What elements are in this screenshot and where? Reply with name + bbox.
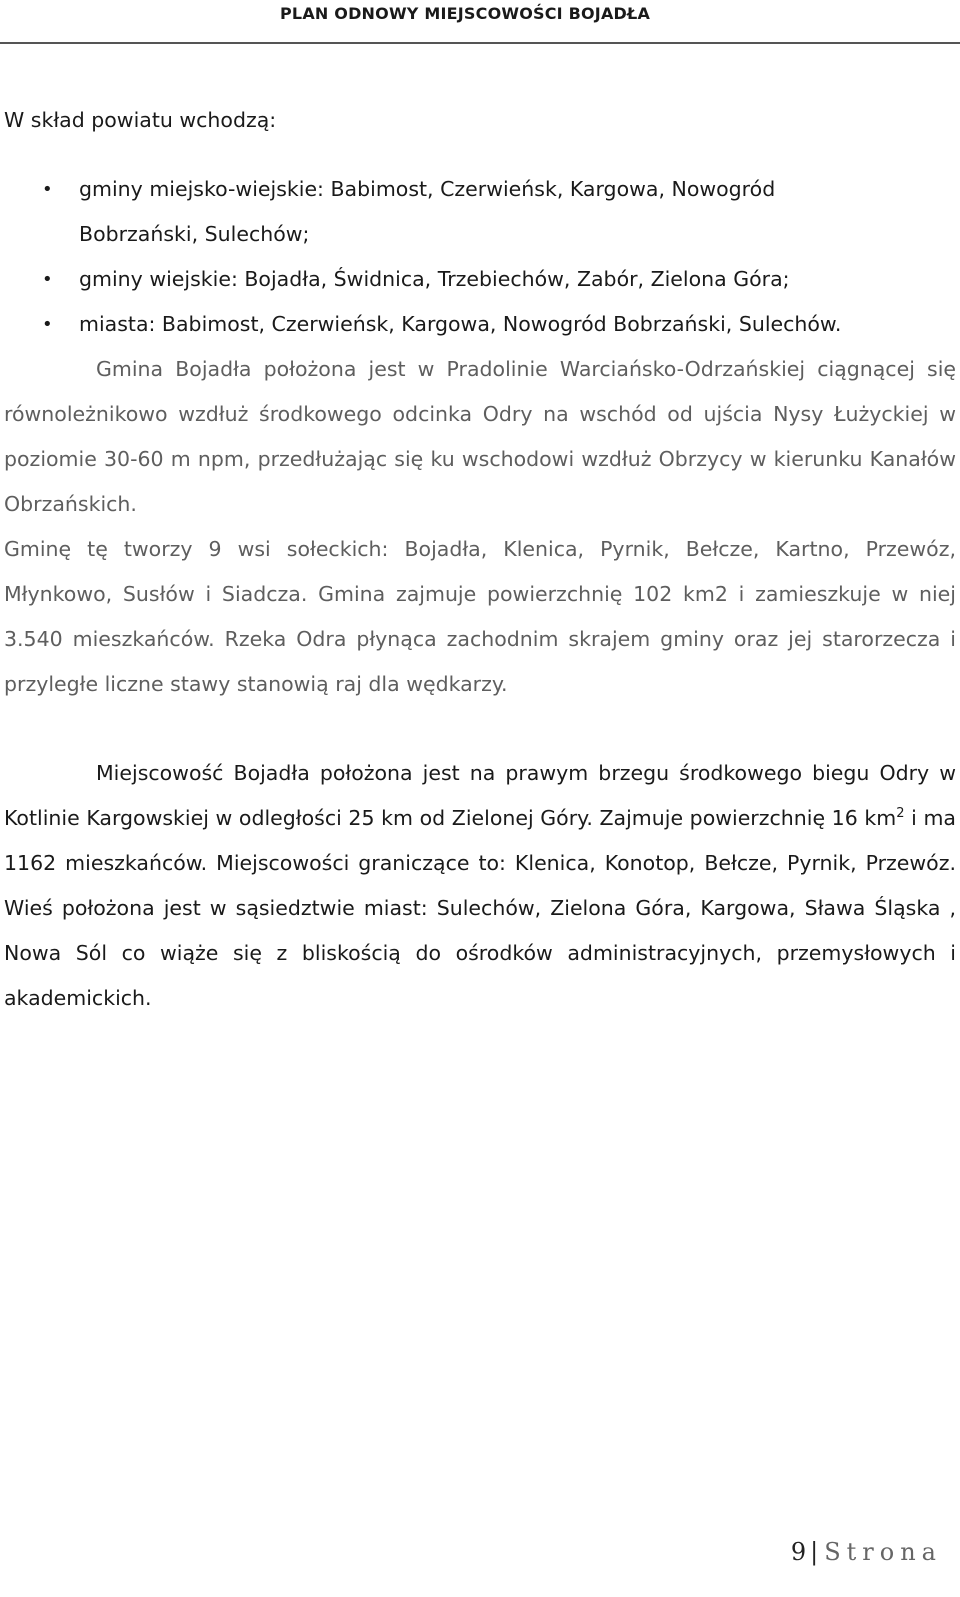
list-item-text: miasta: Babimost, Czerwieńsk, Kargowa, Nowogród Bobrzański, Sulechów. — [79, 312, 842, 336]
list-item — [4, 167, 956, 257]
paragraph-villages: Gminę tę tworzy 9 wsi sołeckich: Bojadła, Klenica, Pyrnik, Bełcze, Kartno, Przewóz, Młynkowo, Susłów i Siadcza. Gmina zajmuje powierzchnię 102 km2 i zamieszkuje w niej 3.540 mieszkańców. Rzeka Odra płynąca zachodnim skrajem gminy oraz jej starorzecza i przyległe liczne stawy stanowią raj dla wędkarzy. — [4, 537, 956, 696]
page-header — [0, 0, 960, 44]
page-number: 9 — [790, 1538, 807, 1566]
footer-separator: | — [810, 1538, 819, 1566]
paragraph-geography: Gmina Bojadła położona jest w Pradolinie Warciańsko-Odrzańskiej ciągnącej się równoleżnikowo wzdłuż środkowego odcinka Odry na wschód od ujścia Nysy Łużyckiej w poziomie 30-60 m npm, przedłużając się ku wschodowi wzdłuż Obrzycy w kierunku Kanałów Obrzańskich. — [4, 357, 956, 516]
list-item-text: gminy miejsko-wiejskie: Babimost, Czerwieńsk, Kargowa, Nowogród Bobrzański, Sulechów; — [79, 177, 776, 246]
document-body — [4, 98, 956, 1021]
intro-text: W skład powiatu wchodzą: — [4, 108, 277, 132]
bullet-icon: • — [42, 314, 53, 335]
paragraph-text: i ma 1162 mieszkańców. Miejscowości graniczące to: Klenica, Konotop, Bełcze, Pyrnik, Przewóz. Wieś położona jest w sąsiedztwie miast: Sulechów, Zielona Góra, Kargowa, Sława Śląska , Nowa Sól co wiąże się z bliskością do ośrodków administracyjnych, przemysłowych i akademickich. — [4, 806, 956, 1010]
page-label: Strona — [824, 1538, 942, 1566]
list-item — [4, 257, 956, 302]
paragraph-text: Miejscowość Bojadła położona jest na prawym brzegu środkowego biegu Odry w Kotlinie Kargowskiej w odległości 25 km od Zielonej Góry. Zajmuje powierzchnię 16 km — [4, 761, 956, 830]
list-item-text: gminy wiejskie: Bojadła, Świdnica, Trzebiechów, Zabór, Zielona Góra; — [79, 267, 790, 291]
page-footer — [791, 1538, 942, 1566]
paragraph-bojadla — [4, 751, 956, 1021]
list-item — [4, 302, 956, 347]
document-title: PLAN ODNOWY MIEJSCOWOŚCI BOJADŁA — [280, 4, 651, 23]
superscript: 2 — [896, 806, 905, 822]
bullet-list — [4, 167, 956, 347]
bullet-icon: • — [42, 179, 53, 200]
bullet-icon: • — [42, 269, 53, 290]
